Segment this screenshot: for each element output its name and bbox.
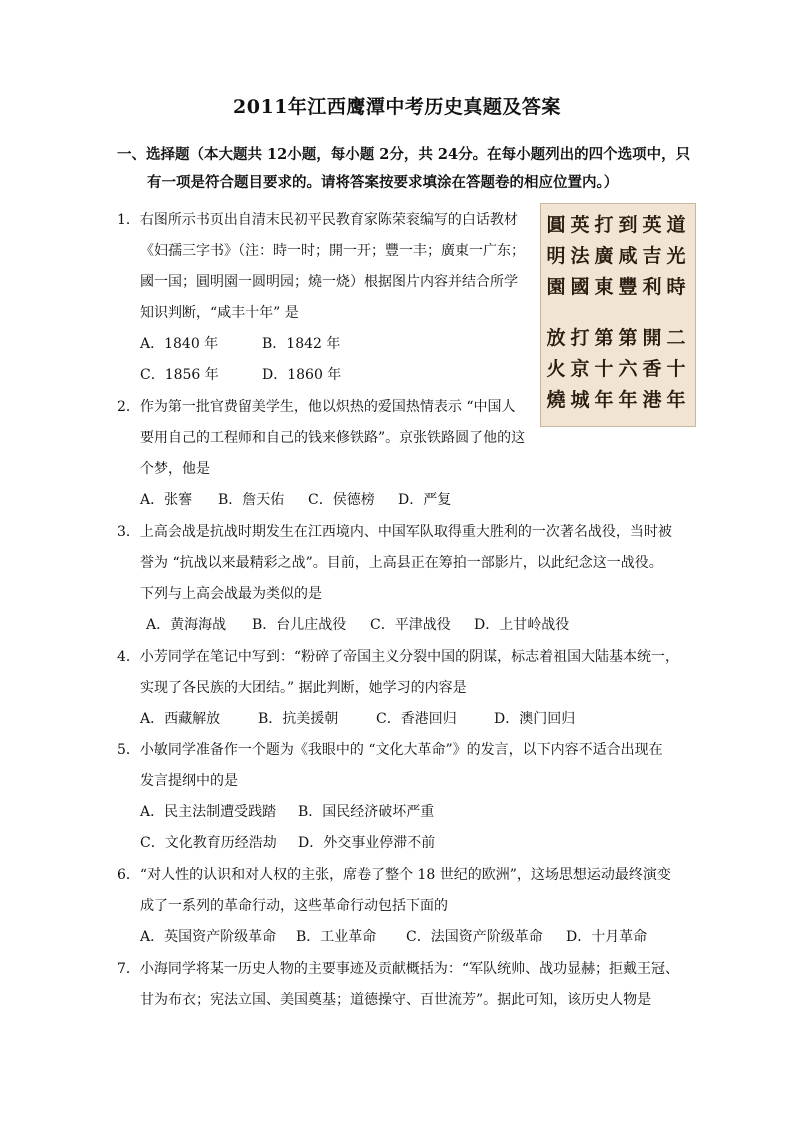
image-character: 英 xyxy=(570,214,590,236)
image-character: 到 xyxy=(618,214,638,236)
question-6-options xyxy=(140,926,647,946)
section-heading-line-1: 一、选择题（本大题共 12小题，每小题 2分，共 24分。在每小题列出的四个选项中，只 xyxy=(117,146,691,163)
image-character: 第 xyxy=(618,327,638,349)
question-1-options-row-2 xyxy=(140,364,341,384)
page-title: 2011年江西鹰潭中考历史真题及答案 xyxy=(233,96,561,118)
question-3-line-1: 3．上高会战是抗战时期发生在江西境内、中国军队取得重大胜利的一次著名战役，当时被 xyxy=(117,524,672,540)
question-1-options-row-1 xyxy=(140,333,340,353)
image-character: 廣 xyxy=(594,245,614,267)
image-character: 國 xyxy=(570,276,590,298)
image-character: 法 xyxy=(570,245,590,267)
image-character: 年 xyxy=(666,389,686,411)
image-text-column xyxy=(545,210,567,416)
question-1-line-2: 《妇孺三字书》（注：時一时；開一开；豐一丰；廣東一广东； xyxy=(140,243,525,259)
image-character: 吉 xyxy=(642,245,662,267)
image-character: 港 xyxy=(642,389,662,411)
question-4-line-2: 实现了各民族的大团结。” 据此判断，她学习的内容是 xyxy=(140,680,467,696)
image-character: 東 xyxy=(594,276,614,298)
question-1-option-d: D．1860 年 xyxy=(262,367,342,383)
image-character: 明 xyxy=(546,245,566,267)
question-5-option-c: C．文化教育历经浩劫 xyxy=(140,835,277,851)
section-heading xyxy=(117,143,697,192)
question-2-line-1: 2．作为第一批官费留美学生，他以炽热的爱国热情表示 “中国人 xyxy=(117,399,516,415)
question-2-option-c: C．侯德榜 xyxy=(308,492,375,508)
image-character: 燒 xyxy=(546,389,566,411)
image-text-column xyxy=(593,210,615,416)
question-3-option-a: A．黄海海战 xyxy=(146,617,227,633)
image-character xyxy=(569,303,591,323)
question-5-option-d: D．外交事业停滞不前 xyxy=(298,835,436,851)
question-6-option-b: B．工业革命 xyxy=(296,929,377,945)
question-5-option-b: B．国民经济破坏严重 xyxy=(298,804,435,820)
question-5-line-1: 5．小敏同学准备作一个题为《我眼中的 “文化大革命”》的发言，以下内容不适合出现在 xyxy=(117,742,663,758)
textbook-page-image xyxy=(540,203,696,427)
question-1-line-4: 知识判断，“咸丰十年” 是 xyxy=(140,305,299,321)
image-character xyxy=(617,303,639,323)
image-character: 利 xyxy=(642,276,662,298)
question-2-option-a: A．张謇 xyxy=(140,492,193,508)
question-2-option-b: B．詹天佑 xyxy=(218,492,285,508)
image-character: 園 xyxy=(546,276,566,298)
question-6-line-1: 6．“对人性的认识和对人权的主张，席卷了整个 18 世纪的欧洲”，这场思想运动最终演变 xyxy=(117,867,671,883)
question-6-option-c: C．法国资产阶级革命 xyxy=(406,929,543,945)
question-3-option-b: B．台儿庄战役 xyxy=(252,617,347,633)
image-character: 打 xyxy=(594,214,614,236)
question-4-option-d: D．澳门回归 xyxy=(494,711,576,727)
question-4-option-c: C．香港回归 xyxy=(376,711,457,727)
question-1-option-b: B．1842 年 xyxy=(262,336,341,352)
image-character: 火 xyxy=(546,358,566,380)
question-5-options-row-2 xyxy=(140,832,435,852)
question-3-option-d: D．上甘岭战役 xyxy=(474,617,570,633)
image-character: 京 xyxy=(570,358,590,380)
question-5-option-a: A．民主法制遭受践踏 xyxy=(140,804,277,820)
question-5-line-2: 发言提纲中的是 xyxy=(140,773,238,789)
question-2-option-d: D．严复 xyxy=(398,492,452,508)
image-character: 咸 xyxy=(618,245,638,267)
question-4-options xyxy=(140,708,575,728)
image-character: 六 xyxy=(618,358,638,380)
question-3-options xyxy=(146,614,569,634)
question-4-option-a: A．西藏解放 xyxy=(140,711,221,727)
question-5-options-row-1 xyxy=(140,801,434,821)
question-1-option-c: C．1856 年 xyxy=(140,367,219,383)
section-heading-line-2: 有一项是符合题目要求的。请将答案按要求填涂在答题卷的相应位置内。） xyxy=(147,174,619,191)
question-6-option-d: D．十月革命 xyxy=(566,929,648,945)
question-2-line-3: 个梦，他是 xyxy=(140,461,210,477)
image-text-column xyxy=(665,210,687,416)
image-character xyxy=(545,303,567,323)
image-character: 城 xyxy=(570,389,590,411)
image-character: 圓 xyxy=(546,214,566,236)
question-4-option-b: B．抗美援朝 xyxy=(258,711,339,727)
image-character: 道 xyxy=(666,214,686,236)
image-character: 英 xyxy=(642,214,662,236)
image-text-column xyxy=(641,210,663,416)
question-7-line-1: 7．小海同学将某一历史人物的主要事迹及贡献概括为：“军队统帅、战功显赫；拒戴王冠、 xyxy=(117,961,680,977)
question-3-option-c: C．平津战役 xyxy=(370,617,451,633)
image-character: 放 xyxy=(546,327,566,349)
image-character: 十 xyxy=(594,358,614,380)
image-character: 時 xyxy=(666,276,686,298)
question-1-option-a: A．1840 年 xyxy=(140,336,219,352)
image-character: 第 xyxy=(594,327,614,349)
question-1-line-1: 1．右图所示书页出自清末民初平民教育家陈荣衮编写的白话教材 xyxy=(117,212,518,228)
image-text-column xyxy=(569,210,591,416)
image-character xyxy=(665,303,687,323)
image-character: 豐 xyxy=(618,276,638,298)
question-6-line-2: 成了一系列的革命行动，这些革命行动包括下面的 xyxy=(140,898,448,914)
image-character: 打 xyxy=(570,327,590,349)
question-3-line-3: 下列与上高会战最为类似的是 xyxy=(140,586,322,602)
image-character: 十 xyxy=(666,358,686,380)
image-character: 開 xyxy=(642,327,662,349)
image-character: 光 xyxy=(666,245,686,267)
image-text-column xyxy=(617,210,639,416)
question-6-option-a: A．英国资产阶级革命 xyxy=(140,929,277,945)
image-character: 香 xyxy=(642,358,662,380)
image-character: 年 xyxy=(594,389,614,411)
image-character xyxy=(641,303,663,323)
image-character: 年 xyxy=(618,389,638,411)
image-character: 二 xyxy=(666,327,686,349)
question-1-line-3: 國一国；圓明園一圆明园；燒一烧）根据图片内容并结合所学 xyxy=(140,274,518,290)
question-2-line-2: 要用自己的工程师和自己的钱来修铁路”。京张铁路圆了他的这 xyxy=(140,430,526,446)
question-3-line-2: 誉为 “抗战以来最精彩之战”。目前，上高县正在筹拍一部影片，以此纪念这一战役。 xyxy=(140,555,663,571)
question-4-line-1: 4．小芳同学在笔记中写到：“粉碎了帝国主义分裂中国的阴谋，标志着祖国大陆基本统一， xyxy=(117,649,680,665)
question-7-line-2: 甘为布衣；宪法立国、美国奠基；道德操守、百世流芳”。据此可知，该历史人物是 xyxy=(140,992,652,1008)
image-character xyxy=(593,303,615,323)
question-2-options xyxy=(140,489,451,509)
